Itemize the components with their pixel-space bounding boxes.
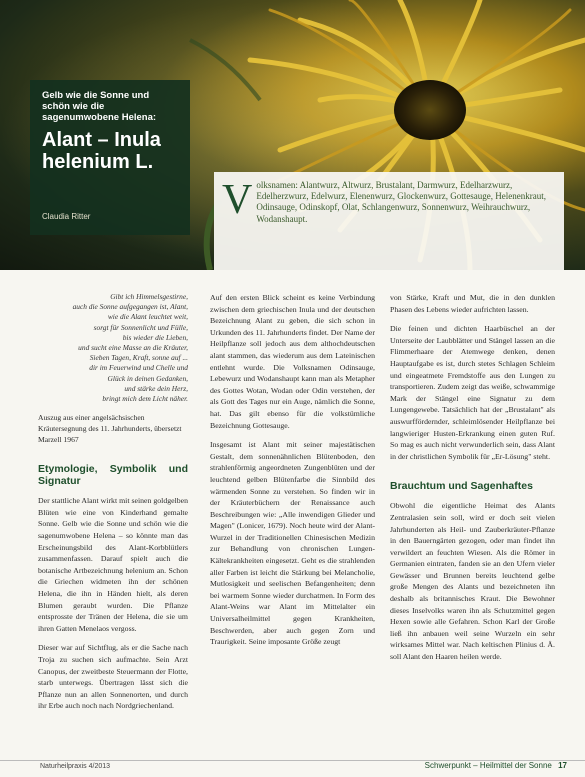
dropcap: V bbox=[222, 177, 253, 223]
intro-text: olksnamen: Alantwurz, Altwurz, Brustalant, Darmwurz, Edelharzwurz, Edelherzwurz, Edelwurz, Elenenwurz, Glockenwurz, Gottesauge, Helenenkraut, Odinsauge, Odinskopf, Olat, Schlangenwurz, Sonnenwurz, Weihrauchwurz, Wodanshaupt. bbox=[256, 180, 546, 224]
poem-source: Auszug aus einer angelsächsischen Kräutersegnung des 11. Jahrhunderts, übersetzt Marzell 1967 bbox=[38, 413, 182, 445]
footer-section-title: Schwerpunkt – Heilmittel der Sonne bbox=[424, 761, 552, 770]
paragraph: Insgesamt ist Alant mit seiner majestätischen Gestalt, dem sonnenähnlichen Blütenboden, den strahlenförmig angeordneten Zungenblüten und der leuchtend gelben Blütenfarbe die Sinnbild des wärmenden Sonne zu verstehen. So finden wir in der Kräuterbüchern der Renaissance auch Beschreibungen wie: „Alle inwendigen Glieder und Magen" (Lonicer, 1679). Noch heute wird der Alant-Wurzel in der Traditionellen Chinesischen Medizin zur Behandlung von chronischen Lungen-Kältekrankheiten eingesetzt. Geht es die strahlenden aller Farben ist leicht die Stärkung bei Melancholie, Mutlosigkeit und seelischen Befangenheiten; denn bei warmem Sonne wieder durchatmen. In Form des Alant-Weins war Alant im Mittelalter ein Universalheilmittel gegen Krankheiten, Beschwerden, aber auch gegen Zorn und Traurigkeit. Seine imposante Größe zeugt bbox=[210, 440, 375, 647]
paragraph: Obwohl die eigentliche Heimat des Alants Zentralasien sein soll, wird er doch seit vielen Jahrhunderten als Heil- und Zauberkräuter-Pflanze in den Bauerngärten gezogen, oder man findet ihn verwildert an feuchten Wiesen. Als die Römer in Germanien eintraten, fanden sie an den Ufern vieler Gewässer und Brunnen bereits leuchtend gelbe große Mengen des Alants und bezeichneten ihn deshalb als britannisches Kraut. Die Bewohner dieses Inselvolks waren ihn als Schutzmittel gegen Hexen sowie alle Gefahren. Schon Karl der Große ließ ihn anbauen weil seine Wurzeln ein sehr wirksames Mittel war. Nach keltischen Plinius d. Ä. soll Alant den Haaren heilen werde. bbox=[390, 501, 555, 662]
kicker-text: Gelb wie die Sonne und schön wie die sagenumwobene Helena: bbox=[42, 90, 157, 123]
intro-box bbox=[214, 172, 564, 270]
paragraph: Auf den ersten Blick scheint es keine Verbindung zwischen dem griechischen Inula und der deutschen Bezeichnung Alant zu geben, die sich schon in Urkunden des 11. Jahrhunderts findet. Der Name der Heilpflanze soll jedoch aus dem althochdeutschen alant stammen, das wiederum aus dem Lateinischen entlehnt wurde. Die Volksnamen Odinsauge, Lebewurz und Wodanshaupt kann man als Metapher des Gottes Wotan, Wodan oder Odin verstehen, der als Gott des Tages nur ein Auge, nämlich die Sonne, hat. Das gilt ebenso für die volkstümliche Bezeichnung Gottesauge. bbox=[210, 293, 375, 430]
column-2 bbox=[210, 292, 375, 656]
article-title: Alant – Inula helenium L. bbox=[42, 129, 161, 173]
title-box bbox=[30, 80, 190, 235]
paragraph: von Stärke, Kraft und Mut, die in den dunklen Phasen des Lebens wieder aufrichten lassen. bbox=[390, 293, 555, 314]
page-number: 17 bbox=[558, 761, 567, 770]
column-3 bbox=[390, 292, 555, 671]
footer-issue: Naturheilpraxis 4/2013 bbox=[40, 763, 111, 770]
poem-text: Gibt ich Himmelsgestirne, auch die Sonne aufgegangen ist, Alant, wie die Alant leuchtet weit, sorgt für Sonnenlicht und Fülle, bis wieder die Lieben, und sucht eine Masse an die Kräuter, Sieben Tagen, Kraft, sonne auf ... dir im Feuerwind und Chelle und Glück in deinen Gedanken, und stärke dein Herz, bringt mich dem Licht näher. bbox=[72, 292, 188, 404]
footer-section bbox=[425, 761, 567, 770]
section-heading-customs: Brauchtum und Sagenhaftes bbox=[390, 480, 533, 493]
section-heading-etymology: Etymologie, Symbolik und Signatur bbox=[38, 463, 188, 488]
column-1 bbox=[38, 292, 188, 720]
author-name: Claudia Ritter bbox=[42, 212, 91, 221]
paragraph: Der stattliche Alant wirkt mit seinen goldgelben Blüten wie eine von Kinderhand gemalte Sonne. Gelb wie die Sonne und schön wie die sagenumwobene Helena – so könnte man das Erscheinungsbild des Alant-Korbblütlers zusammenfassen. Darauf spielt auch die botanische Artbezeichnung helenium an. Schon die Griechen widmeten ihn der schönen Helena, die ihn in Händen hielt, als deren Blumen geraubt wurden. Die Pflanze entsprosste der Tränen der Helena, die sie um ihren Gatten Menelaos vergoss. bbox=[38, 496, 188, 633]
paragraph: Dieser war auf Sichtflug, als er die Sache nach Troja zu suchen sich aufmachte. Sein Arzt Canopus, der zweitbeste Steuermann der Flotte, starb unterwegs. Übertragen lässt sich die Pflanze nun an allen Sonnenorten, und durch ihr Erbe auch noch nach Nordgriechenland. bbox=[38, 643, 188, 711]
paragraph: Die feinen und dichten Haarbüschel an der Unterseite der Laubblätter und Stängel lassen an die Flimmerhaare der Atemwege denken, denen Hauptaufgabe es ist, durch stetes Schlagen Schleim und eingeatmete Fremdstoffe aus den Lungen zu transportieren. Zudem zeigt das weiße, schwammige Mark der Stängel eine Signatur zu dem Lungengewebe. Tatsächlich hat der „Brustalant" als auswurffördernder, schleimlösender Heilpflanze bei langwieriger Husten-Erkrankung einen guten Ruf. So mag es auch nicht verwunderlich sein, dass Alant in der christlichen Symbolik für „Er-Lösung" steht. bbox=[390, 324, 555, 461]
